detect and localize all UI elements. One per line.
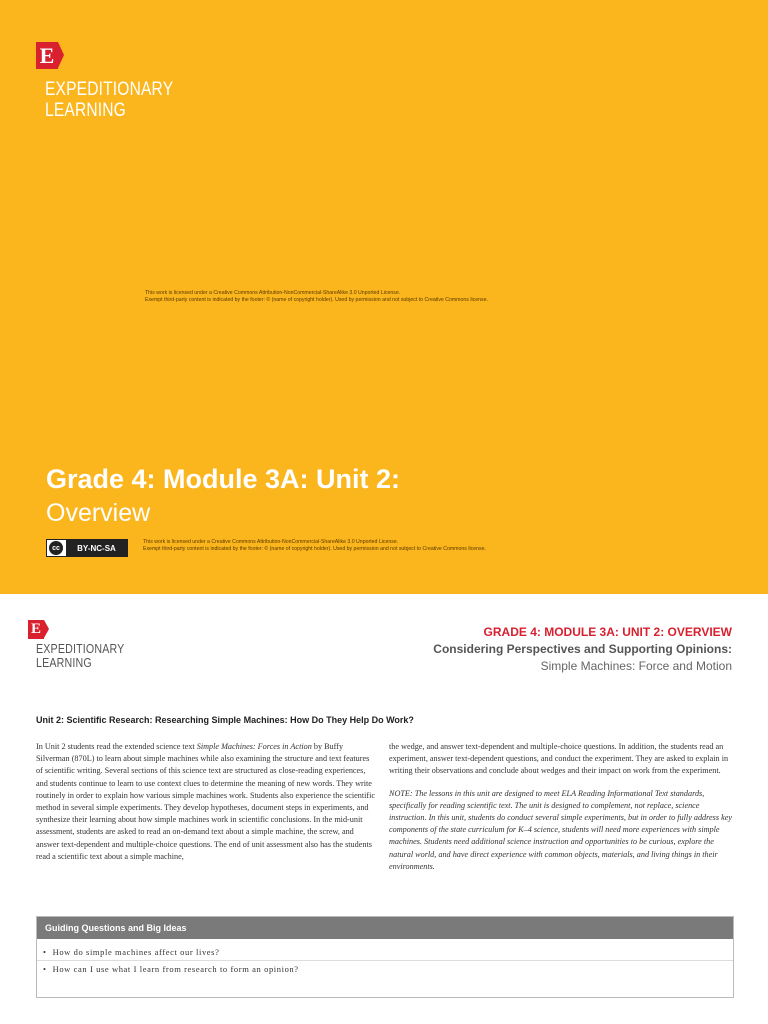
overview-text-continued: by Buffy Silverman (870L) to learn about simple machines while also examining the structure and text features of scientific writing. Several sections of this science text are structured as close-reading experiences, and students continue to learn to use context clues to determine the meaning of new words. They write routinely in order to explain how various simple machines work. Students also experience the scientific method in several simple experiments. They develop hypotheses, document steps in experiments, and synthesize their learning about how simple machines work in scientific conclusions. In the mid-unit assessment, students are asked to read an on-demand text about a simple machine, the screw, and answer text-dependent and multiple-choice questions. The end of unit assessment also has the students read a scientific text about a simple machine, — [36, 742, 376, 861]
cover-license-note — [143, 539, 486, 554]
cc-license-type: BY-NC-SA — [66, 540, 127, 556]
cover-license-line-1: This work is licensed under a Creative Commons Attribution-NonCommercial-ShareAlike 3.0 Unported License. — [143, 539, 399, 545]
cover-title: Grade 4: Module 3A: Unit 2: — [46, 464, 401, 494]
cover-top-license-line-1: This work is licensed under a Creative Commons Attribution-NonCommercial-ShareAlike 3.0 Unported License. — [145, 290, 401, 296]
page-logo-line-2: LEARNING — [36, 655, 92, 671]
divider — [37, 960, 733, 961]
cover-top-license — [145, 290, 488, 305]
note-paragraph: NOTE: The lessons in this unit are designed to meet ELA Reading Informational Text standards, specifically for reading scientific text. The unit is designed to complement, not replace, science instruction. In this unit, students do conduct several simple experiments, but in order to fully address key components of the state curriculum for K–4 science, students will need more experiences with simple machines. Students need additional science instruction and opportunities to be curious, explore the natural world, and have direct experience with common objects, materials, and living things in their environments. — [389, 788, 732, 871]
cover-subtitle: Overview — [46, 499, 151, 527]
page-header-title: GRADE 4: MODULE 3A: UNIT 2: OVERVIEW — [483, 625, 732, 639]
overview-paragraph-2: the wedge, and answer text-dependent and multiple-choice questions. In addition, the students read an experiment, answer text-dependent questions, and conduct the experiment. They are asked to explain in writing their observations and conclude about wedges and their impact on work from the experiment. — [389, 742, 729, 776]
unit-heading: Unit 2: Scientific Research: Researching Simple Machines: How Do They Help Do Work? — [36, 715, 414, 725]
overview-text-start: In Unit 2 students read the extended science text — [36, 742, 197, 751]
overview-paragraph-1 — [36, 741, 376, 863]
page-header-topic: Simple Machines: Force and Motion — [540, 659, 732, 673]
guiding-question-item — [43, 947, 219, 957]
guiding-question-text: How can I use what I learn from research to form an opinion? — [52, 964, 299, 974]
guiding-question-text: How do simple machines affect our lives? — [52, 947, 220, 957]
guiding-questions-header: Guiding Questions and Big Ideas — [37, 917, 733, 939]
creative-commons-badge[interactable] — [46, 539, 128, 557]
guiding-questions-box — [36, 916, 734, 998]
creative-commons-icon: cc — [49, 541, 63, 555]
overview-left-column — [36, 741, 376, 873]
expeditionary-learning-logo-icon: E — [36, 42, 58, 69]
page-header-subtitle: Considering Perspectives and Supporting Opinions: — [433, 642, 732, 656]
bullet-icon: • — [43, 947, 47, 957]
cover-logo-line-2: LEARNING — [45, 99, 126, 121]
cover-logo-line-1: EXPEDITIONARY — [45, 79, 174, 100]
cover-top-license-line-2: Exempt third-party content is indicated by the footer: © (name of copyright holder). Used by permission and not subject to Creative Commons license. — [145, 297, 488, 304]
cover-logo-wordmark — [45, 80, 173, 122]
page-logo-line-1: EXPEDITIONARY — [36, 641, 125, 656]
overview-page — [0, 594, 768, 1024]
expeditionary-learning-logo-icon: E — [28, 620, 44, 639]
overview-right-column — [389, 741, 734, 883]
guiding-question-item — [43, 964, 299, 974]
book-title: Simple Machines: Forces in Action — [196, 742, 312, 751]
cover-license-line-2: Exempt third-party content is indicated by the footer: © (name of copyright holder). Used by permission and not subject to Creative Commons license. — [143, 546, 486, 553]
page-logo-wordmark — [36, 642, 124, 671]
bullet-icon: • — [43, 964, 47, 974]
